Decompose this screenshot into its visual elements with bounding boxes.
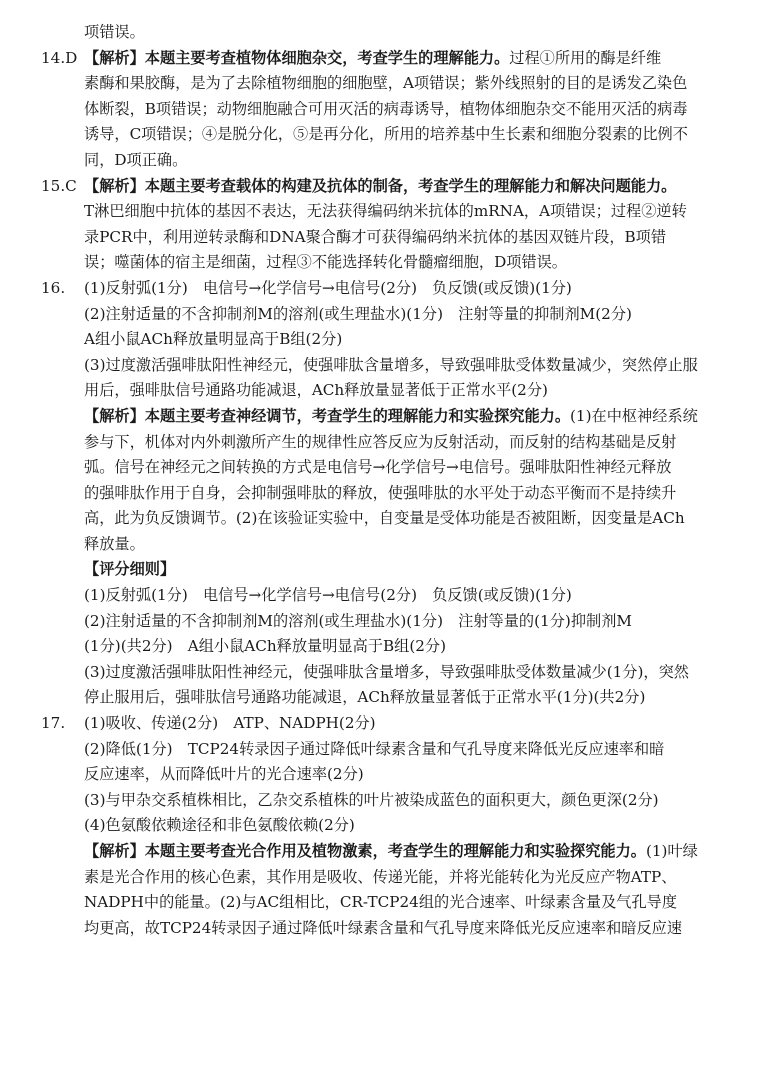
analysis-text: (1)叶绿 — [645, 842, 698, 860]
analysis-text: 参与下，机体对内外刺激所产生的规律性应答反应为反射活动，而反射的结构基础是反射 — [84, 432, 677, 451]
answer-line: (2)降低(1分) TCP24转录因子通过降低叶绿素含量和气孔导度来降低光反应速率和暗 — [84, 739, 665, 758]
question-17 — [41, 711, 724, 941]
question-16 — [41, 276, 724, 711]
analysis-text: 高，此为负反馈调节。(2)在该验证实验中，自变量是受体功能是否被阻断，因变量是ACh — [84, 509, 685, 528]
answer-line: 反应速率，从而降低叶片的光合速率(2分) — [84, 765, 364, 784]
question-number: 14.D — [41, 48, 78, 67]
rubric-line: 停止服用后，强啡肽信号通路功能减退，ACh释放量显著低于正常水平(1分)(共2分) — [84, 688, 646, 707]
rubric-line: (1)反射弧(1分) 电信号→化学信号→电信号(2分) 负反馈(或反馈)(1分) — [84, 586, 572, 605]
analysis-text: 素酶和果胶酶，是为了去除植物细胞的细胞壁，A项错误；紫外线照射的目的是诱发乙染色 — [84, 74, 688, 93]
analysis-text: 素是光合作用的核心色素，其作用是吸收、传递光能，并将光能转化为光反应产物ATP、 — [84, 867, 677, 886]
previous-answer-tail: 项错误。 — [84, 23, 145, 41]
analysis-text: NADPH中的能量。(2)与AC组相比，CR-TCP24组的光合速率、叶绿素含量及气孔导度 — [84, 893, 678, 912]
analysis-heading: 【解析】本题主要考查光合作用及植物激素，考查学生的理解能力和实验探究能力。 — [84, 842, 646, 860]
answer-line: A组小鼠ACh释放量明显高于B组(2分) — [84, 330, 343, 349]
analysis-text: 均更高，故TCP24转录因子通过降低叶绿素含量和气孔导度来降低光反应速率和暗反应速 — [84, 918, 683, 937]
rubric-line: (1分)(共2分) A组小鼠ACh释放量明显高于B组(2分) — [84, 637, 447, 656]
answer-line: (2)注射适量的不含抑制剂M的溶剂(或生理盐水)(1分) 注射等量的抑制剂M(2分) — [84, 304, 632, 323]
analysis-heading: 【解析】本题主要考查载体的构建及抗体的制备，考查学生的理解能力和解决问题能力。 — [84, 176, 677, 195]
analysis-text: T淋巴细胞中抗体的基因不表达，无法获得编码纳米抗体的mRNA，A项错误；过程②逆转 — [84, 202, 687, 221]
analysis-text: 的强啡肽作用于自身，会抑制强啡肽的释放，使强啡肽的水平处于动态平衡而不是持续升 — [84, 483, 677, 502]
rubric-line: (3)过度激活强啡肽阳性神经元，使强啡肽含量增多，导致强啡肽受体数量减少(1分)，突然 — [84, 662, 689, 681]
analysis-heading: 【解析】本题主要考查神经调节，考查学生的理解能力和实验探究能力。 — [84, 406, 570, 425]
analysis-text: 录PCR中，利用逆转录酶和DNA聚合酶才可获得编码纳米抗体的基因双链片段，B项错 — [84, 227, 667, 246]
rubric-line: (2)注射适量的不含抑制剂M的溶剂(或生理盐水)(1分) 注射等量的(1分)抑制剂M — [84, 611, 632, 630]
analysis-text: 弧。信号在神经元之间转换的方式是电信号→化学信号→电信号。强啡肽阳性神经元释放 — [84, 458, 672, 477]
analysis-text: 释放量。 — [84, 534, 145, 553]
analysis-text: (1)在中枢神经系统 — [570, 406, 698, 425]
question-14 — [41, 46, 724, 174]
analysis-text: 过程①所用的酶是纤维 — [509, 48, 662, 67]
answer-line: (3)与甲杂交系植株相比，乙杂交系植株的叶片被染成蓝色的面积更大，颜色更深(2分) — [84, 790, 659, 809]
rubric-heading: 【评分细则】 — [84, 560, 176, 579]
answer-line: 用后，强啡肽信号通路功能减退，ACh释放量显著低于正常水平(2分) — [84, 381, 548, 400]
answer-line: (1)吸收、传递(2分) ATP、NADPH(2分) — [84, 714, 376, 733]
analysis-heading: 【解析】本题主要考查植物体细胞杂交，考查学生的理解能力。 — [84, 48, 510, 67]
question-number: 15.C — [41, 176, 77, 195]
question-number: 17. — [41, 714, 66, 733]
answer-line: (1)反射弧(1分) 电信号→化学信号→电信号(2分) 负反馈(或反馈)(1分) — [84, 278, 572, 297]
analysis-text: 同，D项正确。 — [84, 150, 188, 169]
question-15 — [41, 174, 724, 276]
answer-line: (3)过度激活强啡肽阳性神经元，使强啡肽含量增多，导致强啡肽受体数量减少，突然停止服 — [84, 355, 698, 374]
analysis-text: 诱导，C项错误；④是脱分化，⑤是再分化，所用的培养基中生长素和细胞分裂素的比例不 — [84, 125, 688, 144]
analysis-text: 体断裂，B项错误；动物细胞融合可用灭活的病毒诱导，植物体细胞杂交不能用灭活的病毒 — [84, 99, 688, 118]
analysis-text: 误；噬菌体的宿主是细菌，过程③不能选择转化骨髓瘤细胞，D项错误。 — [84, 253, 567, 272]
question-number: 16. — [41, 278, 66, 297]
answer-line: (4)色氨酸依赖途径和非色氨酸依赖(2分) — [84, 816, 355, 835]
